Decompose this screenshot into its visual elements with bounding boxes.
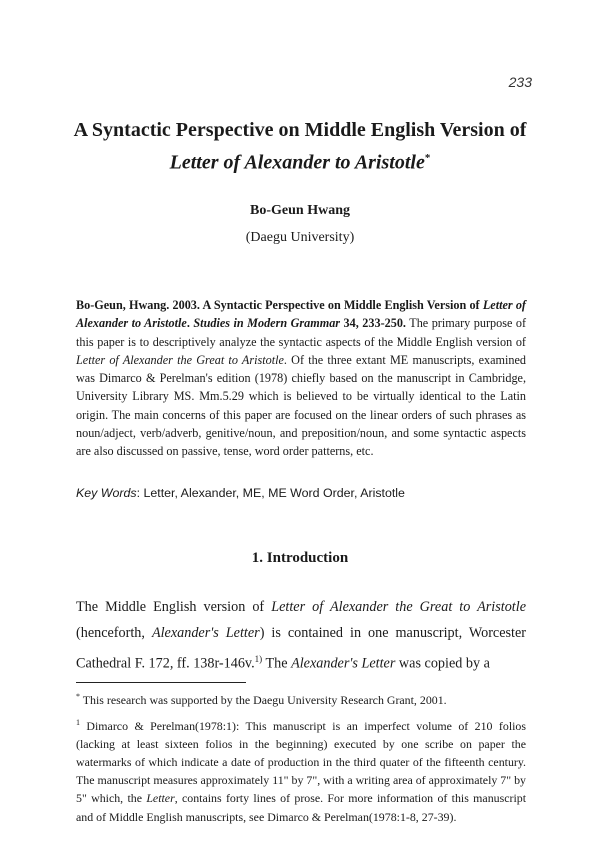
citation-part-c: 34, 233-250. [340,316,406,331]
title-line-2-text: Letter of Alexander to Aristotle [169,151,425,174]
footnote-1-text-b: , contains forty lines of prose. For more information of this manuscript and of Middle English manuscripts, see Dimarco & Perelman(1978:1-8, 27-39). [76,791,526,824]
keywords [76,486,526,500]
citation-title: Letter of Alexander to Aristotle [76,298,526,331]
intro-a: The Middle English version of [76,599,272,615]
abstract-text-title: Letter of Alexander the Great to Aristotle [76,352,284,367]
intro-e: was copied by a [395,655,490,672]
paper-title [40,116,560,177]
intro-footnote-ref: 1) [254,654,263,664]
footnote-1-text-a: Dimarco & Perelman(1978:1): This manuscript is an imperfect volume of 210 folios (lacking at least sixteen folios in the beginning) executed by one scribe on paper the watermarks of which indicate a date of production in the third quater of the fifteenth century. The manuscript measures approximately 11" by 7", with a writing area of approximately 7" by 5" which, the [76,719,526,806]
intro-b: (henceforth, [76,625,152,641]
section-heading: 1. Introduction [251,550,349,566]
intro-title-2: Alexander's Letter [151,625,260,641]
citation-part-b: . [186,316,194,331]
footnote-1 [76,714,526,826]
abstract-text-b: . Of the three extant ME manuscripts, examined was Dimarco & Perelman's edition (1978) chiefly based on the manuscript in Cambridge, University Library MS. Mm.5.29 which is believed to be virtually identical to the Latin origin. The main concerns of this paper are focused on the linear orders of such phrases as noun/adject, verb/adverb, genitive/noun, and preposition/noun, and some syntactic aspects are also discussed on passive, tense, word order patterns, etc. [76,352,526,459]
citation-journal: Studies in Modern Grammar [193,316,341,331]
abstract-paragraph [76,296,526,461]
intro-paragraph [76,594,526,677]
intro-d: The [262,655,292,672]
page-number: 233 [508,74,532,90]
footnote-star [76,688,526,709]
intro-text [76,594,526,677]
footnote-star-text: This research was supported by the Daegu University Research Grant, 2001. [80,692,447,707]
footnote-1-mark: 1 [76,718,80,728]
keywords-label: Key Words [76,486,137,500]
footnote-star-mark: * [76,692,80,701]
citation-part-a: Bo-Geun, Hwang. 2003. A Syntactic Perspective on Middle English Version of [76,298,483,312]
title-line-1: A Syntactic Perspective on Middle English Version of [73,119,527,141]
footnote-1-title: Letter [146,791,175,806]
title-line-2 [40,144,560,177]
title-footnote-marker: * [424,152,431,164]
footnote-divider [76,682,246,683]
author-name: Bo-Geun Hwang [250,203,350,218]
abstract-text-a: The primary purpose of this paper is to descriptively analyze the syntactic aspects of the Middle English version of [76,316,527,349]
keywords-values: Letter, Alexander, ME, ME Word Order, Aristotle [143,486,405,500]
abstract [76,296,526,461]
keywords-colon: : [136,486,144,500]
intro-title-1: Letter of Alexander the Great to Aristotle [271,599,526,615]
intro-c: ) is contained in one manuscript, Worcester Cathedral F. 172, ff. 138r-146v. [76,625,527,672]
footnotes [76,688,526,826]
intro-title-3: Alexander's Letter [291,655,396,672]
author-affiliation: (Daegu University) [245,230,355,245]
